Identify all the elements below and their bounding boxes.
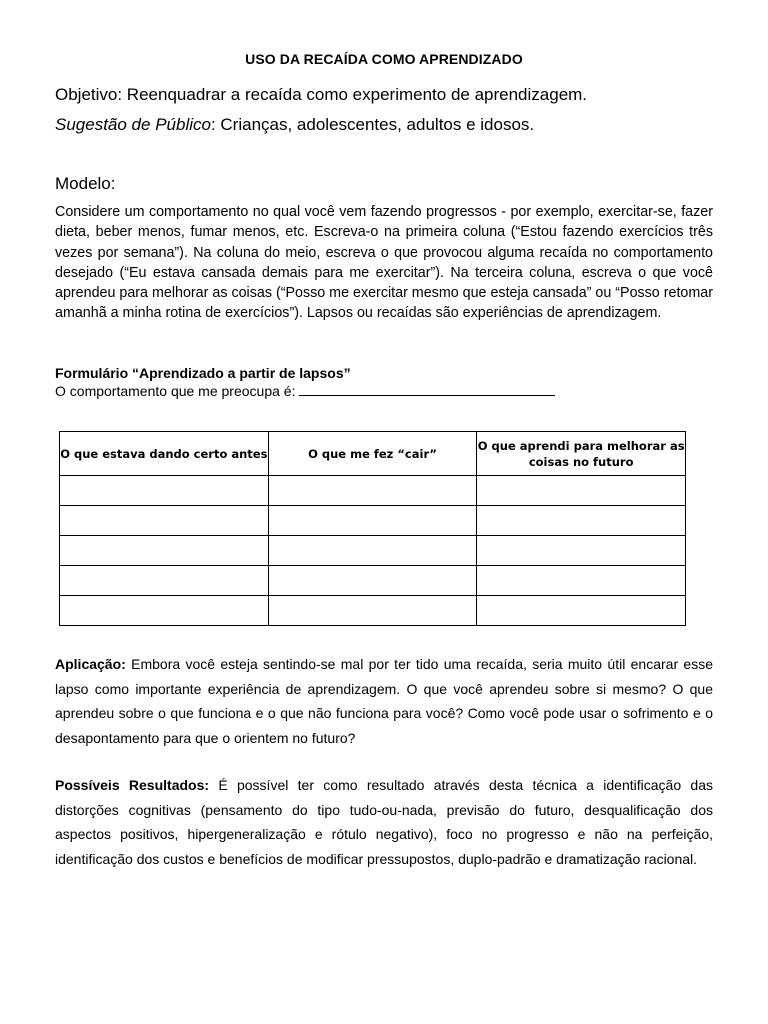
results-label: Possíveis Resultados:	[55, 777, 210, 793]
table-cell[interactable]	[268, 506, 477, 536]
behavior-prompt-line	[55, 382, 555, 399]
table-cell[interactable]	[60, 476, 269, 506]
application-paragraph	[55, 652, 713, 750]
behavior-blank-line[interactable]	[299, 382, 555, 396]
objective-text: Objetivo: Reenquadrar a recaída como experimento de aprendizagem.	[55, 85, 588, 104]
table-cell[interactable]	[60, 596, 269, 626]
results-paragraph	[55, 773, 713, 871]
table-cell[interactable]	[477, 536, 686, 566]
table-cell[interactable]	[268, 476, 477, 506]
results-text: É possível ter como resultado através desta técnica a identificação das distorções cognitivas (pensamento do tipo tudo-ou-nada, previsão do futuro, desqualificação dos aspectos positivos, hipergeneralização e rótulo negativo), foco no progresso e não na perfeição, identificação dos custos e benefícios de modificar pressupostos, duplo-padrão e dramatização racional.	[55, 777, 713, 867]
table-cell[interactable]	[268, 536, 477, 566]
table-cell[interactable]	[477, 476, 686, 506]
document-title: USO DA RECAÍDA COMO APRENDIZADO	[245, 51, 523, 67]
model-heading: Modelo:	[55, 174, 116, 193]
column-header-what-i-learned: O que aprendi para melhorar as coisas no futuro	[477, 432, 686, 476]
application-text: Embora você esteja sentindo-se mal por ter tido uma recaída, seria muito útil encarar esse lapso como importante experiência de aprendizagem. O que você aprendeu sobre si mesmo? O que aprendeu sobre o que funciona e o que não funciona para você? Como você pode usar o sofrimento e o desapontamento para que o orientem no futuro?	[55, 656, 713, 746]
table-cell[interactable]	[477, 596, 686, 626]
audience-label: Sugestão de Público	[55, 115, 211, 134]
table-cell[interactable]	[60, 506, 269, 536]
table-header-row	[60, 432, 686, 476]
table-cell[interactable]	[60, 566, 269, 596]
table-row	[60, 566, 686, 596]
form-title: Formulário “Aprendizado a partir de lapsos”	[55, 365, 351, 381]
audience-text: : Crianças, adolescentes, adultos e idosos.	[210, 115, 535, 134]
behavior-prompt-label: O comportamento que me preocupa é:	[55, 383, 296, 399]
table-row	[60, 476, 686, 506]
table-cell[interactable]	[268, 566, 477, 596]
table-row	[60, 506, 686, 536]
table-cell[interactable]	[477, 506, 686, 536]
table-row	[60, 536, 686, 566]
table-cell[interactable]	[60, 536, 269, 566]
column-header-worked-before: O que estava dando certo antes	[60, 432, 269, 476]
application-label: Aplicação:	[55, 656, 126, 672]
model-paragraph: Considere um comportamento no qual você vem fazendo progressos - por exemplo, exercitar-se, fazer dieta, beber menos, fumar menos, etc. Escreva-o na primeira coluna (“Estou fazendo exercícios três vezes por semana”). Na coluna do meio, escreva o que provocou alguma recaída no comportamento desejado (“Eu estava cansada demais para me exercitar”). Na terceira coluna, escreva o que você aprendeu para melhorar as coisas (“Posso me exercitar mesmo que esteja cansada” ou “Posso retomar amanhã a minha rotina de exercícios”). Lapsos ou recaídas são experiências de aprendizagem.	[55, 204, 713, 322]
table-row	[60, 596, 686, 626]
audience-line	[55, 115, 534, 135]
lapses-table	[59, 431, 686, 626]
column-header-what-made-me-fall: O que me fez “cair”	[268, 432, 477, 476]
table-cell[interactable]	[477, 566, 686, 596]
table-cell[interactable]	[268, 596, 477, 626]
